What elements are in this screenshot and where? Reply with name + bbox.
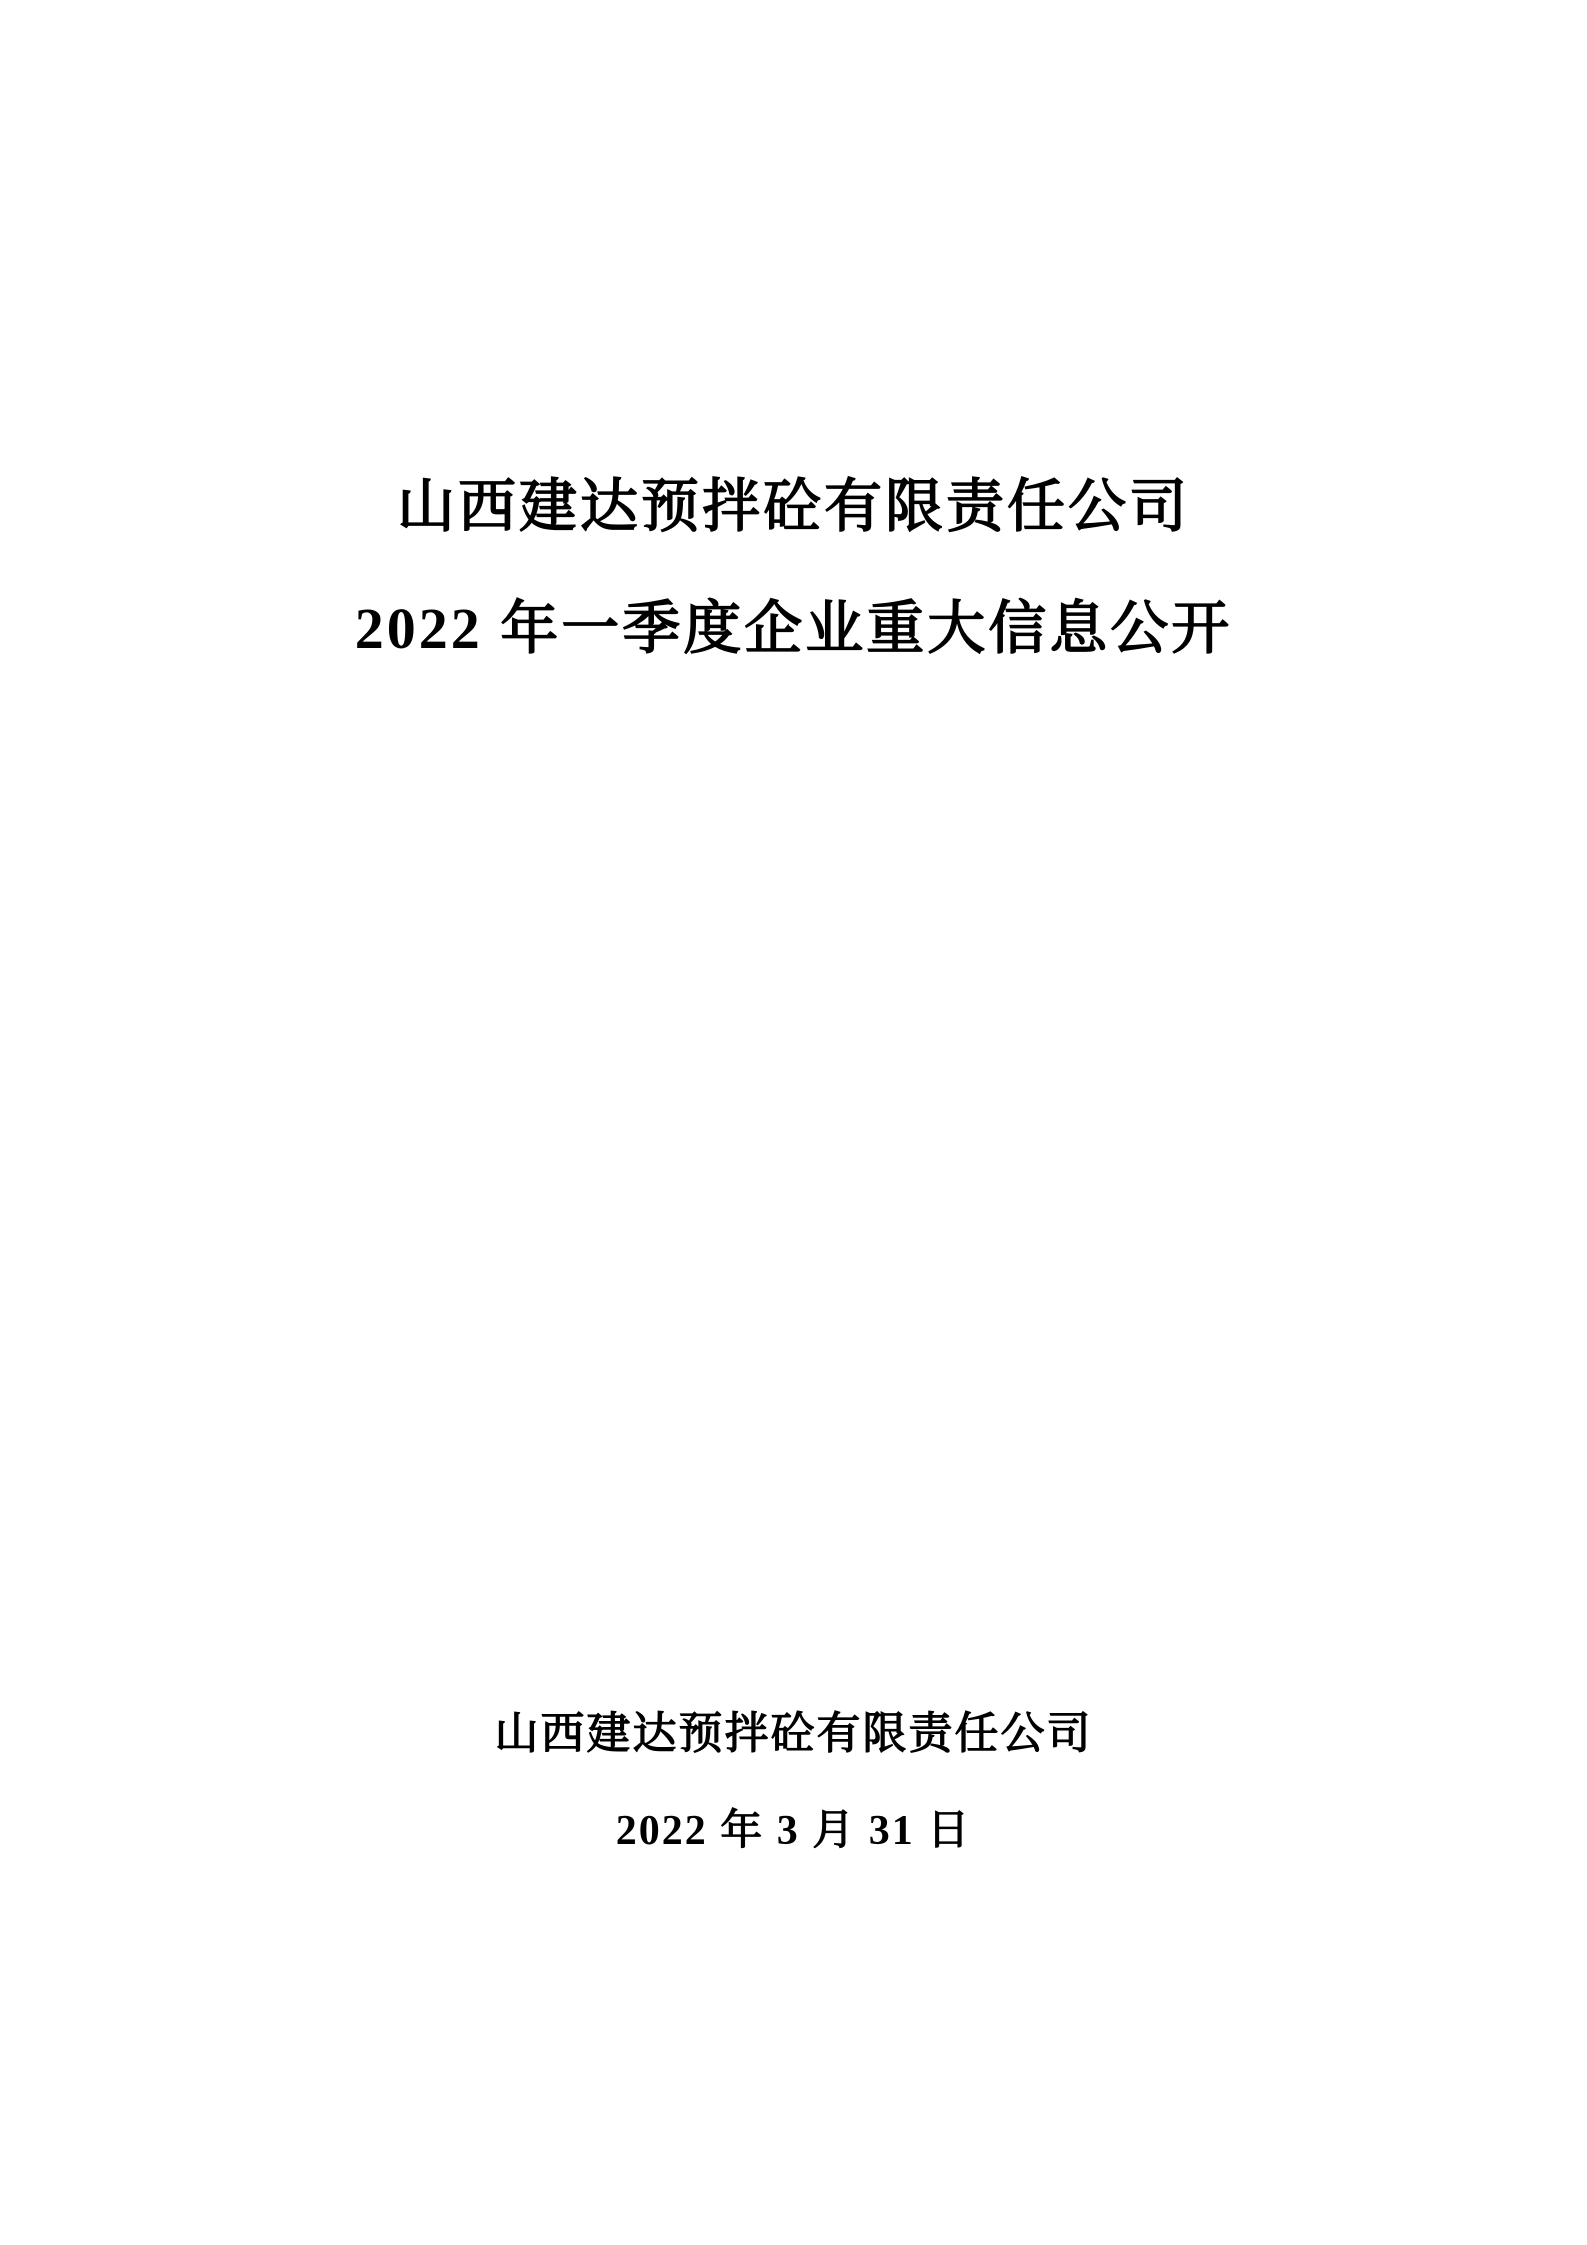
footer-block <box>0 1706 1587 1858</box>
title-block <box>0 472 1587 664</box>
footer-company-name: 山西建达预拌砼有限责任公司 <box>494 1709 1093 1758</box>
document-title-line2: 2022 年一季度企业重大信息公开 <box>354 596 1233 661</box>
footer-date: 2022 年 3 月 31 日 <box>615 1808 972 1854</box>
document-title-line1: 山西建达预拌砼有限责任公司 <box>396 474 1190 539</box>
